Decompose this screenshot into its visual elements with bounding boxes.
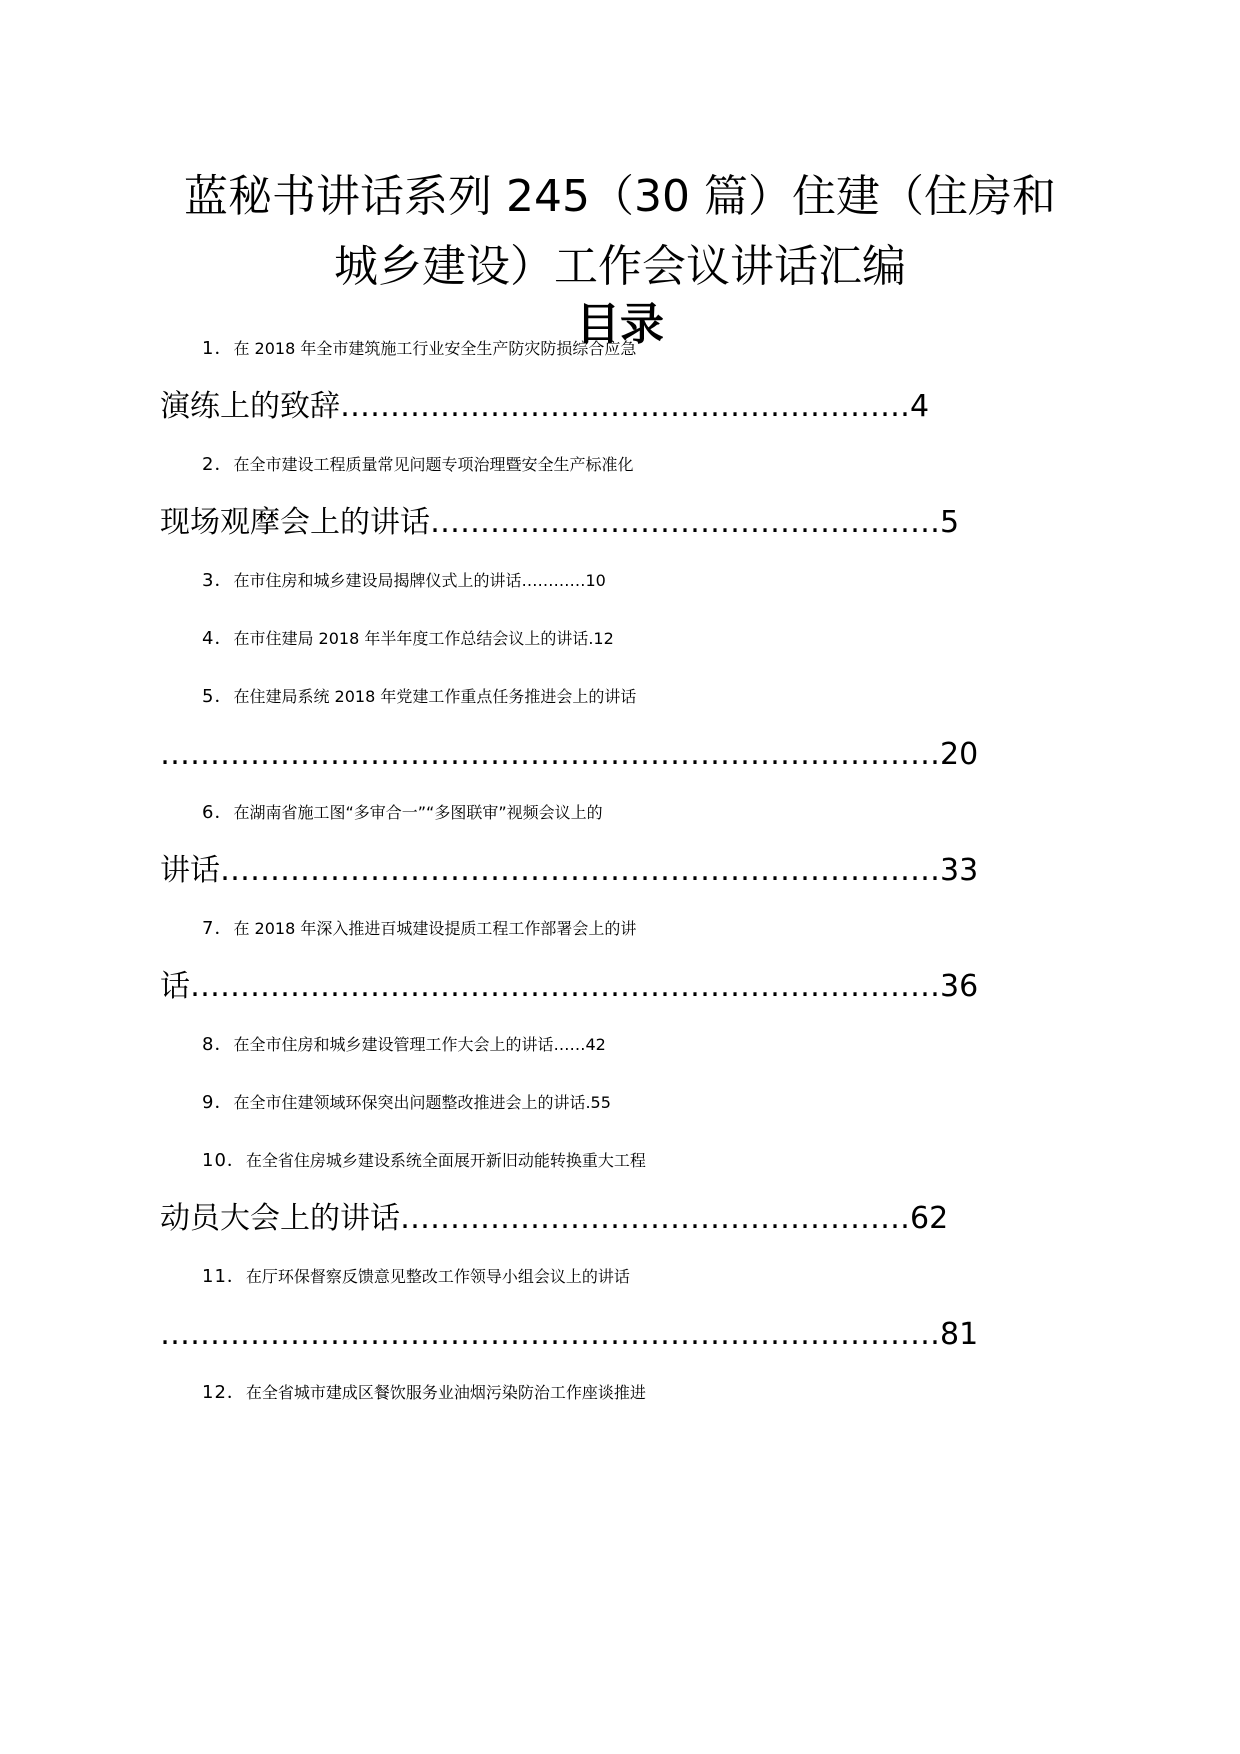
toc-entry-title: 在市住建局 2018 年半年度工作总结会议上的讲话.12	[233, 629, 614, 648]
toc-entry-title: 在全市住房和城乡建设管理工作大会上的讲话……42	[233, 1035, 606, 1054]
toc-entry-continuation: 话…………………………………………………………………36	[160, 969, 979, 1004]
toc-entry-number: 9．	[202, 1092, 234, 1113]
document-title	[0, 162, 1240, 302]
toc-entry-continuation: ……………………………………………………………………20	[160, 737, 979, 772]
toc-entry-number: 12．	[202, 1382, 246, 1403]
toc-entry[interactable]	[160, 436, 1090, 552]
toc-entry-continuation: ……………………………………………………………………81	[160, 1317, 979, 1352]
toc-entry-title: 在厅环保督察反馈意见整改工作领导小组会议上的讲话	[245, 1267, 630, 1286]
toc-entry[interactable]	[160, 1364, 1090, 1422]
toc-entry-line	[160, 320, 1090, 378]
toc-entry-number: 2．	[202, 454, 234, 475]
toc-entry[interactable]	[160, 1132, 1090, 1248]
toc-entry-title: 在 2018 年深入推进百城建设提质工程工作部署会上的讲	[233, 919, 637, 938]
toc-entry-line	[160, 436, 1090, 494]
toc-entry-title: 在湖南省施工图“多审合一”“多图联审”视频会议上的	[233, 803, 603, 822]
toc-entry-line	[160, 1132, 1090, 1190]
toc-entry-line	[160, 1016, 1090, 1074]
toc-entry-continuation: 讲话………………………………………………………………33	[160, 853, 979, 888]
toc-entry-number: 6．	[202, 802, 234, 823]
toc-entry-number: 7．	[202, 918, 234, 939]
toc-entry-line	[160, 1364, 1090, 1422]
toc-entry-line	[160, 668, 1090, 726]
toc-entry[interactable]	[160, 552, 1090, 610]
toc-entry-line	[160, 610, 1090, 668]
toc-entry-line	[160, 1248, 1090, 1306]
toc-entry-number: 11．	[202, 1266, 246, 1287]
toc-entry-title: 在全省住房城乡建设系统全面展开新旧动能转换重大工程	[245, 1151, 646, 1170]
toc-entry-number: 5．	[202, 686, 234, 707]
toc-entry-line	[160, 1074, 1090, 1132]
toc-entry-number: 3．	[202, 570, 234, 591]
toc-entry[interactable]	[160, 610, 1090, 668]
toc-entry[interactable]	[160, 1248, 1090, 1364]
toc-entry-continuation: 动员大会上的讲话……………………………………………62	[160, 1201, 949, 1236]
toc-entry-continuation: 演练上的致辞…………………………………………………4	[160, 389, 930, 424]
document-title-line-1: 蓝秘书讲话系列 245（30 篇）住建（住房和	[184, 171, 1056, 222]
toc-entry-number: 1．	[202, 338, 234, 359]
toc-entry-line	[160, 900, 1090, 958]
toc-entry[interactable]	[160, 1016, 1090, 1074]
toc-entry[interactable]	[160, 320, 1090, 436]
toc-entry-line	[160, 552, 1090, 610]
toc-entry[interactable]	[160, 1074, 1090, 1132]
toc-entry-line	[160, 784, 1090, 842]
toc-entry-continuation: 现场观摩会上的讲话……………………………………………5	[160, 505, 960, 540]
toc-entry-title: 在全市住建领域环保突出问题整改推进会上的讲话.55	[233, 1093, 611, 1112]
toc-entry-number: 8．	[202, 1034, 234, 1055]
toc-entry-number: 10．	[202, 1150, 246, 1171]
toc-entry[interactable]	[160, 784, 1090, 900]
toc-entry[interactable]	[160, 668, 1090, 784]
toc-entry-title: 在 2018 年全市建筑施工行业安全生产防灾防损综合应急	[233, 339, 637, 358]
toc-entry-title: 在全市建设工程质量常见问题专项治理暨安全生产标准化	[233, 455, 634, 474]
toc-entry-title: 在住建局系统 2018 年党建工作重点任务推进会上的讲话	[233, 687, 637, 706]
toc-entry-title: 在全省城市建成区餐饮服务业油烟污染防治工作座谈推进	[245, 1383, 646, 1402]
toc-heading: 目录	[576, 299, 664, 350]
document-title-line-2: 城乡建设）工作会议讲话汇编	[334, 241, 906, 292]
toc-entry-number: 4．	[202, 628, 234, 649]
toc-entry[interactable]	[160, 900, 1090, 1016]
toc-entry-title: 在市住房和城乡建设局揭牌仪式上的讲话…………10	[233, 571, 606, 590]
